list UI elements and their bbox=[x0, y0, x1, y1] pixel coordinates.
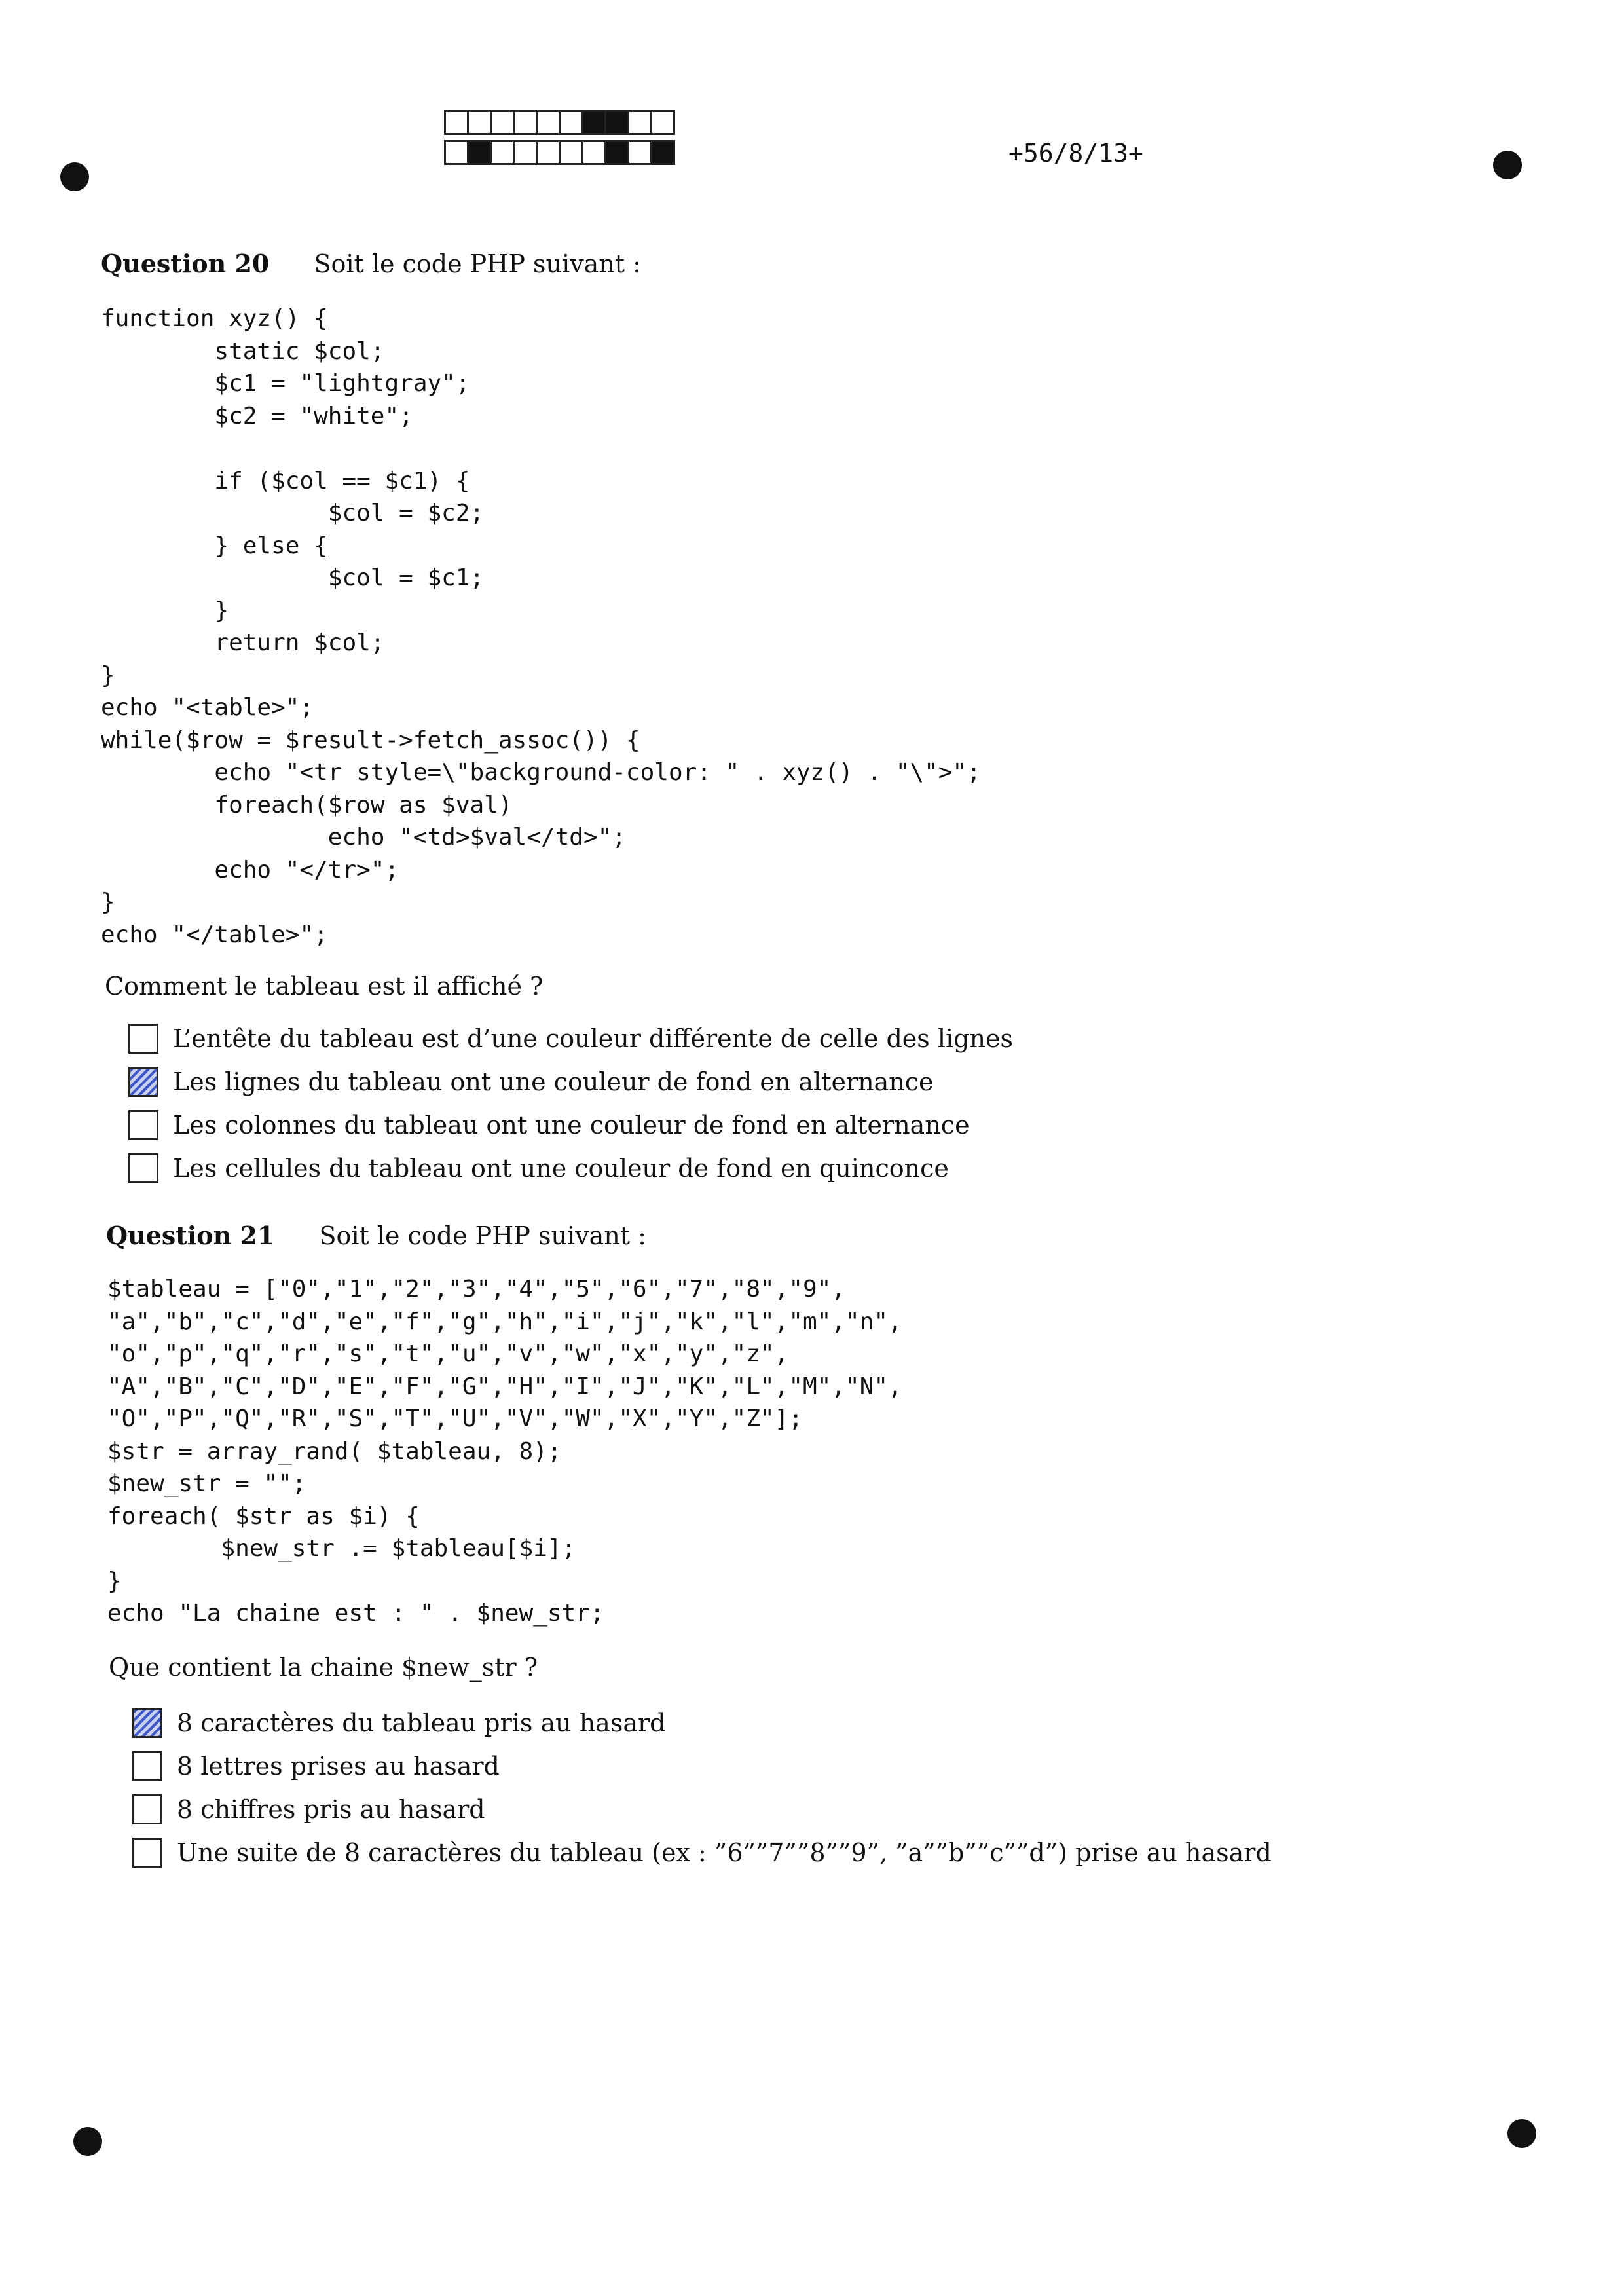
id-grid-cell bbox=[650, 110, 675, 135]
answer-checkbox[interactable] bbox=[128, 1024, 158, 1054]
answer-checkbox[interactable] bbox=[132, 1838, 162, 1868]
page-id: +56/8/13+ bbox=[1008, 139, 1143, 168]
answer-option[interactable] bbox=[132, 1794, 485, 1824]
answer-option[interactable] bbox=[132, 1751, 500, 1781]
question-label: Question 21 bbox=[106, 1221, 275, 1250]
answer-checkbox[interactable] bbox=[132, 1794, 162, 1824]
question-prompt: Comment le tableau est il affiché ? bbox=[105, 972, 544, 1001]
registration-mark-top-right bbox=[1493, 151, 1522, 179]
registration-mark-bottom-left bbox=[73, 2127, 102, 2156]
answer-label: Une suite de 8 caractères du tableau (ex : ”6””7””8””9”, ”a””b””c””d”) prise au hasard bbox=[177, 1838, 1272, 1867]
answer-label: 8 caractères du tableau pris au hasard bbox=[177, 1709, 666, 1737]
answer-checkbox[interactable] bbox=[128, 1153, 158, 1183]
id-grid-cell bbox=[559, 110, 583, 135]
answer-option[interactable] bbox=[128, 1067, 934, 1097]
id-grid-row bbox=[444, 140, 673, 165]
answer-checkbox[interactable] bbox=[132, 1751, 162, 1781]
answer-option[interactable] bbox=[128, 1153, 949, 1183]
answer-option[interactable] bbox=[132, 1708, 665, 1738]
question-intro: Soit le code PHP suivant : bbox=[319, 1221, 646, 1250]
answer-checkbox[interactable] bbox=[132, 1708, 162, 1738]
id-grid-cell bbox=[650, 140, 675, 165]
id-grid-cell bbox=[536, 110, 561, 135]
id-grid-cell bbox=[627, 110, 652, 135]
answer-checkbox[interactable] bbox=[128, 1067, 158, 1097]
code-block: function xyz() { static $col; $c1 = "lightgray"; $c2 = "white"; if ($col == $c1) { $col = $c2; } else { $col = $c1; } return $col; } echo "<table>"; while($row = $result->fetch_assoc()) { echo "<tr style=\"background-color: " . xyz() . "\">"; foreach($row as $val) echo "<td>$val</td>"; echo "</tr>"; } echo "</table>"; bbox=[101, 305, 981, 948]
id-grid-cell bbox=[444, 140, 469, 165]
id-grid-cell bbox=[581, 140, 606, 165]
id-grid-cell bbox=[490, 110, 515, 135]
answer-label: Les lignes du tableau ont une couleur de fond en alternance bbox=[173, 1067, 934, 1096]
registration-mark-bottom-right bbox=[1507, 2119, 1536, 2148]
id-grid-cell bbox=[627, 140, 652, 165]
answer-label: L’entête du tableau est d’une couleur différente de celle des lignes bbox=[173, 1024, 1013, 1053]
id-grid-cell bbox=[604, 140, 629, 165]
id-grid-cell bbox=[467, 110, 492, 135]
id-grid-cell bbox=[444, 110, 469, 135]
question-prompt: Que contient la chaine $new_str ? bbox=[109, 1653, 538, 1682]
id-grid-cell bbox=[536, 140, 561, 165]
registration-mark-top-left bbox=[60, 162, 89, 191]
answer-option[interactable] bbox=[128, 1024, 1013, 1054]
question-label: Question 20 bbox=[101, 249, 270, 278]
id-grid-cell bbox=[467, 140, 492, 165]
answer-checkbox[interactable] bbox=[128, 1110, 158, 1140]
answer-option[interactable] bbox=[128, 1110, 970, 1140]
answer-label: Les colonnes du tableau ont une couleur de fond en alternance bbox=[173, 1111, 970, 1139]
answer-option[interactable] bbox=[132, 1838, 1272, 1868]
answer-label: 8 chiffres pris au hasard bbox=[177, 1795, 485, 1824]
question-header bbox=[106, 1221, 646, 1250]
id-grid-cell bbox=[513, 110, 538, 135]
question-intro: Soit le code PHP suivant : bbox=[314, 250, 641, 278]
answer-label: Les cellules du tableau ont une couleur de fond en quinconce bbox=[173, 1154, 949, 1183]
id-grid-cell bbox=[490, 140, 515, 165]
id-grid-row bbox=[444, 110, 673, 135]
id-grid-cell bbox=[559, 140, 583, 165]
id-grid-cell bbox=[604, 110, 629, 135]
code-block: $tableau = ["0","1","2","3","4","5","6","7","8","9", "a","b","c","d","e","f","g","h","i","j","k","l","m","n", "o","p","q","r","s","t","u","v","w","x","y","z", "A","B","C","D","E","F","G","H","I","J","K","L","M","N", "O","P","Q","R","S","T","U","V","W","X","Y","Z"]; $str = array_rand( $tableau, 8); $new_str = ""; foreach( $str as $i) { $new_str .= $tableau[$i]; } echo "La chaine est : " . $new_str; bbox=[107, 1276, 902, 1627]
id-grid-cell bbox=[581, 110, 606, 135]
id-grid-cell bbox=[513, 140, 538, 165]
question-header bbox=[101, 249, 641, 278]
answer-label: 8 lettres prises au hasard bbox=[177, 1752, 500, 1781]
